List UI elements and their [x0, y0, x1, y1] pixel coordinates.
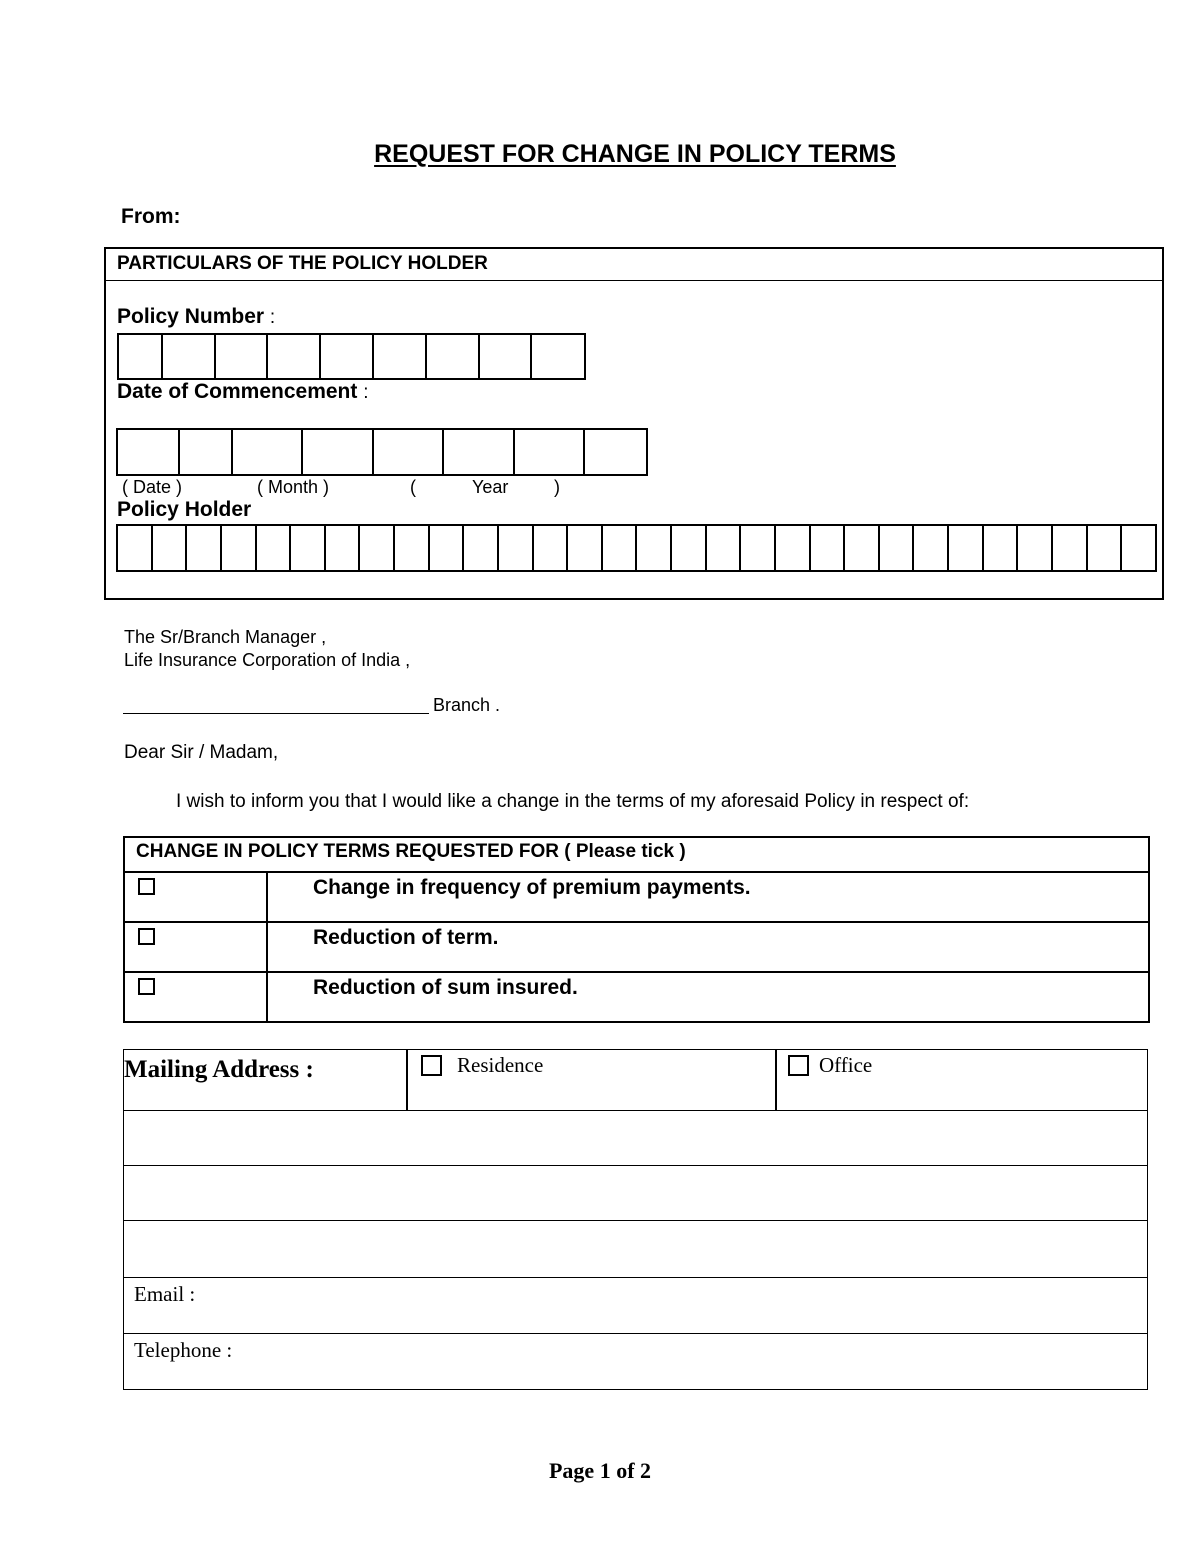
year-hint: Year [472, 477, 509, 497]
change-option-label: Change in frequency of premium payments. [313, 876, 751, 899]
month-hint: ( Month ) [257, 477, 330, 497]
change-option-row [125, 923, 1148, 973]
addressee-line-1: The Sr/Branch Manager , [124, 627, 327, 647]
policy-holder-particulars-box [104, 247, 1164, 600]
policy-holder-name-cell[interactable] [845, 526, 880, 570]
page-number: Page 1 of 2 [548, 1458, 652, 1483]
policy-holder-name-cell[interactable] [1122, 526, 1157, 570]
policy-holder-name-cell[interactable] [984, 526, 1019, 570]
policy-holder-name-cell[interactable] [672, 526, 707, 570]
reduction-of-sum-insured-checkbox[interactable] [138, 978, 155, 995]
branch-name-blank[interactable] [123, 713, 429, 714]
branch-label: Branch . [433, 695, 501, 715]
year-cell[interactable] [444, 430, 515, 474]
year-cell[interactable] [515, 430, 586, 474]
policy-holder-name-cell[interactable] [395, 526, 430, 570]
date-cell[interactable] [118, 430, 180, 474]
policy-holder-name-cell[interactable] [187, 526, 222, 570]
policy-number-cell[interactable] [216, 335, 269, 378]
policy-holder-name-cell[interactable] [637, 526, 672, 570]
form-title: REQUEST FOR CHANGE IN POLICY TERMS [374, 140, 896, 168]
year-hint-close: ) [554, 477, 560, 497]
policy-holder-name-cell[interactable] [464, 526, 499, 570]
date-of-commencement-label: Date of Commencement : [117, 380, 369, 403]
policy-holder-name-cell[interactable] [603, 526, 638, 570]
policy-holder-name-cell[interactable] [880, 526, 915, 570]
email-label: Email : [134, 1282, 196, 1306]
mailing-address-header-row [124, 1050, 1147, 1111]
policy-holder-name-cell[interactable] [949, 526, 984, 570]
mailing-address-table [123, 1049, 1148, 1390]
date-of-commencement-field[interactable] [116, 428, 648, 476]
policy-holder-name-cell[interactable] [153, 526, 188, 570]
policy-number-cell[interactable] [480, 335, 533, 378]
salutation: Dear Sir / Madam, [124, 742, 279, 763]
policy-number-cell[interactable] [374, 335, 427, 378]
request-body-text: I wish to inform you that I would like a change in the terms of my aforesaid Policy in respect of: [176, 791, 970, 812]
year-cell[interactable] [585, 430, 648, 474]
policy-holder-name-cell[interactable] [257, 526, 292, 570]
telephone-label: Telephone : [134, 1338, 233, 1362]
month-cell[interactable] [233, 430, 304, 474]
change-option-row [125, 873, 1148, 923]
policy-holder-name-cell[interactable] [222, 526, 257, 570]
policy-holder-name-cell[interactable] [118, 526, 153, 570]
policy-holder-name-cell[interactable] [707, 526, 742, 570]
change-request-table [123, 836, 1150, 1023]
policy-holder-name-cell[interactable] [291, 526, 326, 570]
policy-holder-name-cell[interactable] [1088, 526, 1123, 570]
month-cell[interactable] [303, 430, 374, 474]
policy-holder-name-cell[interactable] [741, 526, 776, 570]
mailing-address-label: Mailing Address : [124, 1056, 314, 1083]
policy-number-cell[interactable] [321, 335, 374, 378]
date-cell[interactable] [180, 430, 233, 474]
policy-holder-name-cell[interactable] [776, 526, 811, 570]
change-table-heading-row [125, 838, 1148, 873]
telephone-row[interactable] [124, 1334, 1147, 1389]
address-line-field[interactable] [124, 1221, 1147, 1278]
from-label: From: [121, 205, 181, 228]
residence-label: Residence [457, 1053, 544, 1077]
policy-number-cell[interactable] [268, 335, 321, 378]
particulars-heading-row [106, 249, 1162, 281]
office-label: Office [819, 1053, 873, 1077]
residence-checkbox[interactable] [421, 1055, 442, 1076]
change-option-label: Reduction of sum insured. [313, 976, 578, 999]
change-option-row [125, 973, 1148, 1023]
policy-holder-name-cell[interactable] [914, 526, 949, 570]
office-checkbox[interactable] [788, 1055, 809, 1076]
change-option-label: Reduction of term. [313, 926, 499, 949]
email-row[interactable] [124, 1278, 1147, 1334]
policy-holder-name-cell[interactable] [430, 526, 465, 570]
year-cell[interactable] [374, 430, 444, 474]
address-line-field[interactable] [124, 1166, 1147, 1221]
policy-holder-label: Policy Holder [117, 498, 252, 521]
policy-holder-name-cell[interactable] [1053, 526, 1088, 570]
policy-number-field[interactable] [117, 333, 586, 380]
policy-holder-name-cell[interactable] [534, 526, 569, 570]
frequency-checkbox[interactable] [138, 878, 155, 895]
policy-holder-name-cell[interactable] [326, 526, 361, 570]
addressee-line-2: Life Insurance Corporation of India , [124, 650, 411, 670]
policy-holder-name-cell[interactable] [568, 526, 603, 570]
date-hint: ( Date ) [122, 477, 183, 497]
policy-holder-name-cell[interactable] [499, 526, 534, 570]
reduction-of-term-checkbox[interactable] [138, 928, 155, 945]
policy-holder-name-cell[interactable] [811, 526, 846, 570]
policy-number-cell[interactable] [532, 335, 586, 378]
particulars-heading: PARTICULARS OF THE POLICY HOLDER [117, 253, 488, 274]
policy-holder-name-cell[interactable] [360, 526, 395, 570]
address-line-field[interactable] [124, 1111, 1147, 1166]
policy-holder-name-field[interactable] [116, 524, 1157, 572]
policy-number-cell[interactable] [427, 335, 480, 378]
policy-number-cell[interactable] [119, 335, 163, 378]
policy-number-cell[interactable] [163, 335, 216, 378]
policy-number-label: Policy Number : [117, 305, 276, 328]
year-hint-open: ( [410, 477, 416, 497]
change-table-heading: CHANGE IN POLICY TERMS REQUESTED FOR ( Please tick ) [136, 841, 686, 862]
policy-holder-name-cell[interactable] [1018, 526, 1053, 570]
